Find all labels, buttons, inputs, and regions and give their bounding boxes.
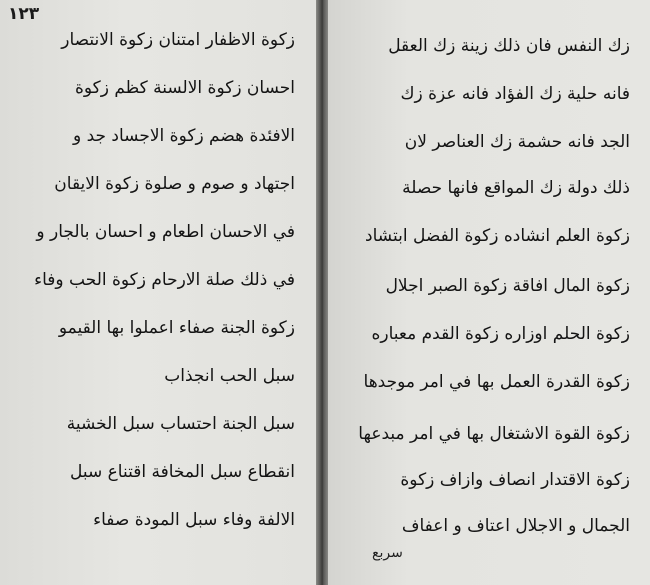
text-line: زكوة الاظفار امتنان زكوة الانتصار (61, 30, 295, 50)
text-line: زكوة المال افاقة زكوة الصبر اجلال (385, 276, 630, 296)
text-line: فانه حلية زك الفؤاد فانه عزة زك (400, 84, 630, 104)
catchword: سربع (372, 545, 403, 561)
text-line: زكوة القدرة العمل بها في امر موجدها (363, 372, 630, 392)
text-line: زكوة الاقتدار انصاف وازاف زكوة (400, 470, 630, 490)
text-line: زكوة القوة الاشتغال بها في امر مبدعها (358, 424, 630, 444)
text-line: الالفة وفاء سبل المودة صفاء (93, 510, 295, 530)
left-page-text (20, 0, 295, 585)
text-line: زكوة العلم انشاده زكوة الفضل ابتشاد (365, 226, 630, 246)
text-line: زكوة الجنة صفاء اعملوا بها القيمو (58, 318, 295, 338)
text-line: زك النفس فان ذلك زينة زك العقل (388, 36, 630, 56)
page-number: ١٢٣ (8, 4, 40, 24)
text-line: انقطاع سبل المخافة اقتناع سبل (70, 462, 295, 482)
text-line: احسان زكوة الالسنة كظم زكوة (74, 78, 295, 98)
right-page-text (360, 0, 630, 585)
text-line: ذلك دولة زك المواقع فانها حصلة (402, 178, 630, 198)
text-line: في ذلك صلة الارحام زكوة الحب وفاء (34, 270, 295, 290)
text-line: سبل الحب انجذاب (164, 366, 295, 386)
text-line: الافئدة هضم زكوة الاجساد جد و (72, 126, 295, 146)
text-line: سبل الجنة احتساب سبل الخشية (66, 414, 295, 434)
text-line: زكوة الحلم اوزاره زكوة القدم معباره (371, 324, 630, 344)
text-line: الجد فانه حشمة زك العناصر لان (404, 132, 630, 152)
text-line: الجمال و الاجلال اعتاف و اعفاف (401, 516, 630, 536)
text-line: في الاحسان اطعام و احسان بالجار و (36, 222, 295, 242)
text-line: اجتهاد و صوم و صلوة زكوة الايقان (54, 174, 295, 194)
